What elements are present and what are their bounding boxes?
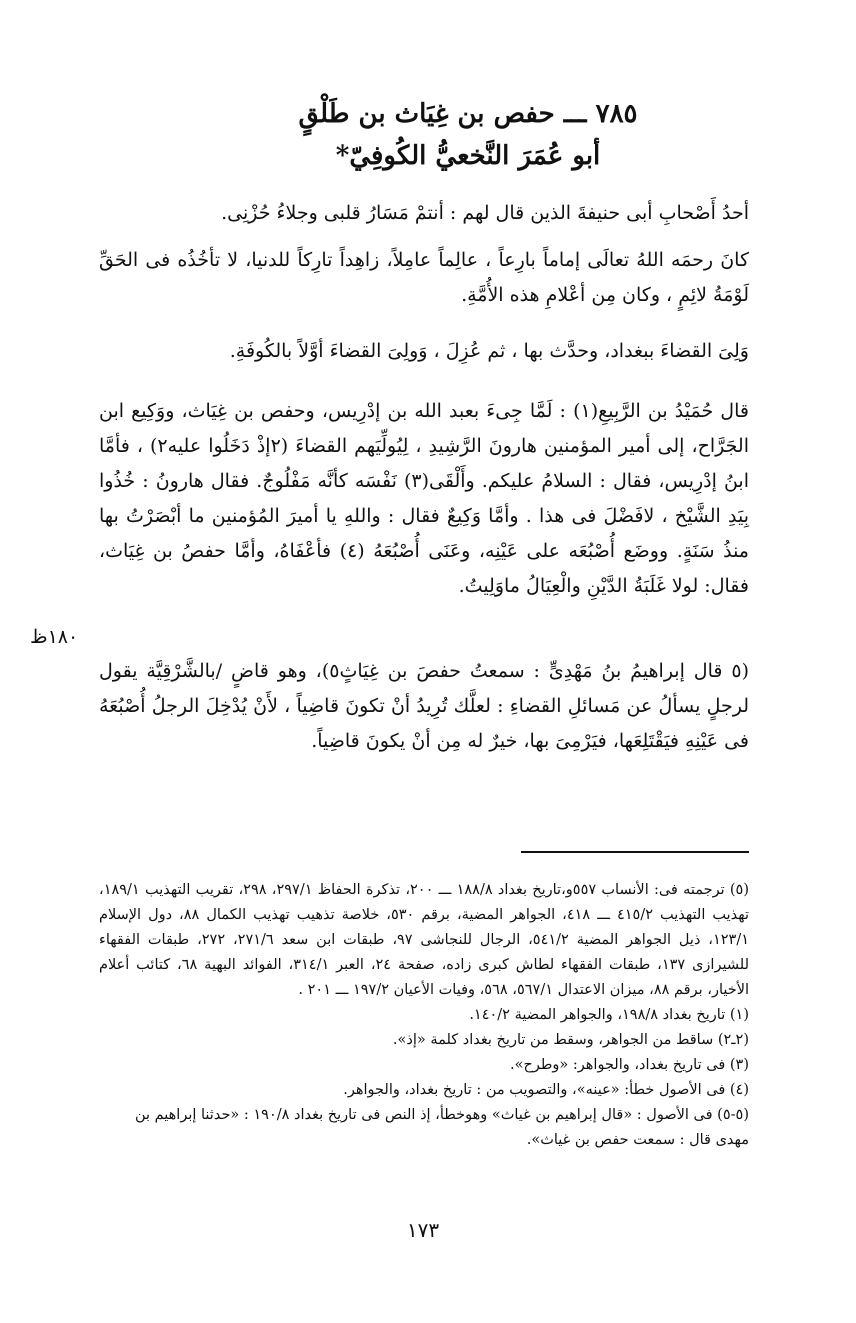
paragraph-4: قال حُمَيْدُ بن الرَّبِيعِ(١) : لَمَّا جِىءَ بعبد الله بن إدْرِيس، وحفص بن غِيَاث، ووَكِيع ابن الجَرَّاح، إلى أمير المؤمنين هارونَ الرَّشِيدِ ، لِيُولِّيَهم القضاءَ (٢إذْ دَخَلُوا عليه٢) ، فأمَّا ابنُ إدْرِيس، فقال : السلامُ عليكم. وأَلْقَى(٣) نَفْسَه كأنَّه مَفْلُوجٌ. فقال هارونُ : خُذُوا بِيَدِ الشَّيْخ ، لافَضْلَ فى هذا . وأمَّا وَكِيعٌ فقال : واللهِ يا أميرَ المُؤمنين ما أبْصَرْتُ بها منذُ سَنَةٍ. ووضَع أُصْبُعَه على عَيْنِه، وعَنَى أُصْبُعَهُ (٤) فأعْفَاهُ، وأمَّا حفصُ بن غِيَاث، فقال: لولا غَلَبَةُ الدَّيْنِ والْعِيَالُ ماوَلِيتُ. — [99, 400, 749, 597]
paragraph-2: كانَ رحمَه اللهُ تعالَى إماماً بارِعاً ، عالِماً عامِلاً، زاهِداً تارِكاً للدنيا، لا تأخُذُه فى الحَقِّ لَوْمَةُ لائِمٍ ، وكان مِن أعْلامِ هذه الأُمَّةِ. — [99, 249, 749, 306]
footnote-divider — [521, 851, 749, 853]
entry-title: ٧٨٥ ـــ حفص بن غِيَاث بن طَلْقٍ — [298, 99, 638, 129]
footnote-5: (٥-٥) فى الأصول : «قال إبراهيم بن غياث» وهوخطأ، إذ النص فى تاريخ بغداد ١٩٠/٨ : «حدثنا إبراهيم بن مهدى قال : سمعت حفص بن غياث». — [134, 1107, 749, 1148]
paragraph-3: وَلِىَ القضاءَ ببغداد، وحدَّث بها ، ثم عُزِلَ ، وَولِىَ القضاءَ أوَّلاً بالكُوفَةِ. — [229, 340, 749, 362]
paragraph-5: (٥ قال إبراهيمُ بنُ مَهْدِىٍّ : سمعتُ حفصَ بن غِيَاثٍ٥)، وهو قاضٍ /بالشَّرْقِيَّة يقول لرجلٍ يسألُ عن مَسائلِ القضاءِ : لعلَّك تُرِيدُ أنْ تكونَ قاضِياً ، لأَنْ يُدْخِلَ الرجلُ أُصْبُعَهُ فى عَيْنِهِ فيَقْتَلِعَها، فيَرْمِىَ بها، خيرٌ له مِن أنْ يكونَ قاضِياً. — [99, 660, 749, 752]
page-number: ١٧٣ — [406, 1218, 440, 1242]
paragraph-1: أحدُ أَصْحابِ أبى حنيفةَ الذين قال لهم : أنتمْ مَسَارُ قلبى وجلاءُ حُزْنِى. — [221, 202, 749, 224]
footnote-main: (٥) ترجمته فى: الأنساب ٥٥٧و،تاريخ بغداد ١٨٨/٨ ـــ ٢٠٠، تذكرة الحفاظ ٢٩٧/١، ٢٩٨، تقريب التهذيب ١٨٩/١، تهذيب التهذيب ٤١٥/٢ ـــ ٤١٨، الجواهر المضية، برقم ٥٣٠، خلاصة تذهيب تهذيب الكمال ٨٨، دول الإسلام ١٢٣/١، ذيل الجواهر المضية ٥٤١/٢، الرجال للنجاشى ٩٧، طبقات ابن سعد ٢٧١/٦، ٢٧٢، طبقات الفقهاء للشيرازى ١٣٧، طبقات الفقهاء لطاش كبرى زاده، صفحة ٢٤، العبر ٣١٤/١، الفوائد البهية ٦٨، كتائب أعلام الأخيار، برقم ٨٨، ميزان الاعتدال ٥٦٧/١، ٥٦٨، وفيات الأعيان ١٩٧/٢ ـــ ٢٠١ . — [99, 882, 749, 998]
footnote-3: (٣) فى تاريخ بغداد، والجواهر: «وطرح». — [510, 1057, 749, 1073]
kunya-line: أبو عُمَرَ النَّخعيُّ الكُوفِيّ* — [335, 141, 601, 171]
folio-margin-note: ١٨٠ظ — [30, 626, 79, 648]
footnote-2: (٢ـ٢) ساقط من الجواهر، وسقط من تاريخ بغداد كلمة «إذ». — [392, 1032, 749, 1048]
footnote-1: (١) تاريخ بغداد ١٩٨/٨، والجواهر المضية ١٤٠/٢. — [469, 1007, 749, 1023]
footnote-4: (٤) فى الأصول خطأ: «عينه»، والتصويب من : تاريخ بغداد، والجواهر. — [343, 1082, 749, 1098]
footnotes — [99, 878, 749, 1153]
